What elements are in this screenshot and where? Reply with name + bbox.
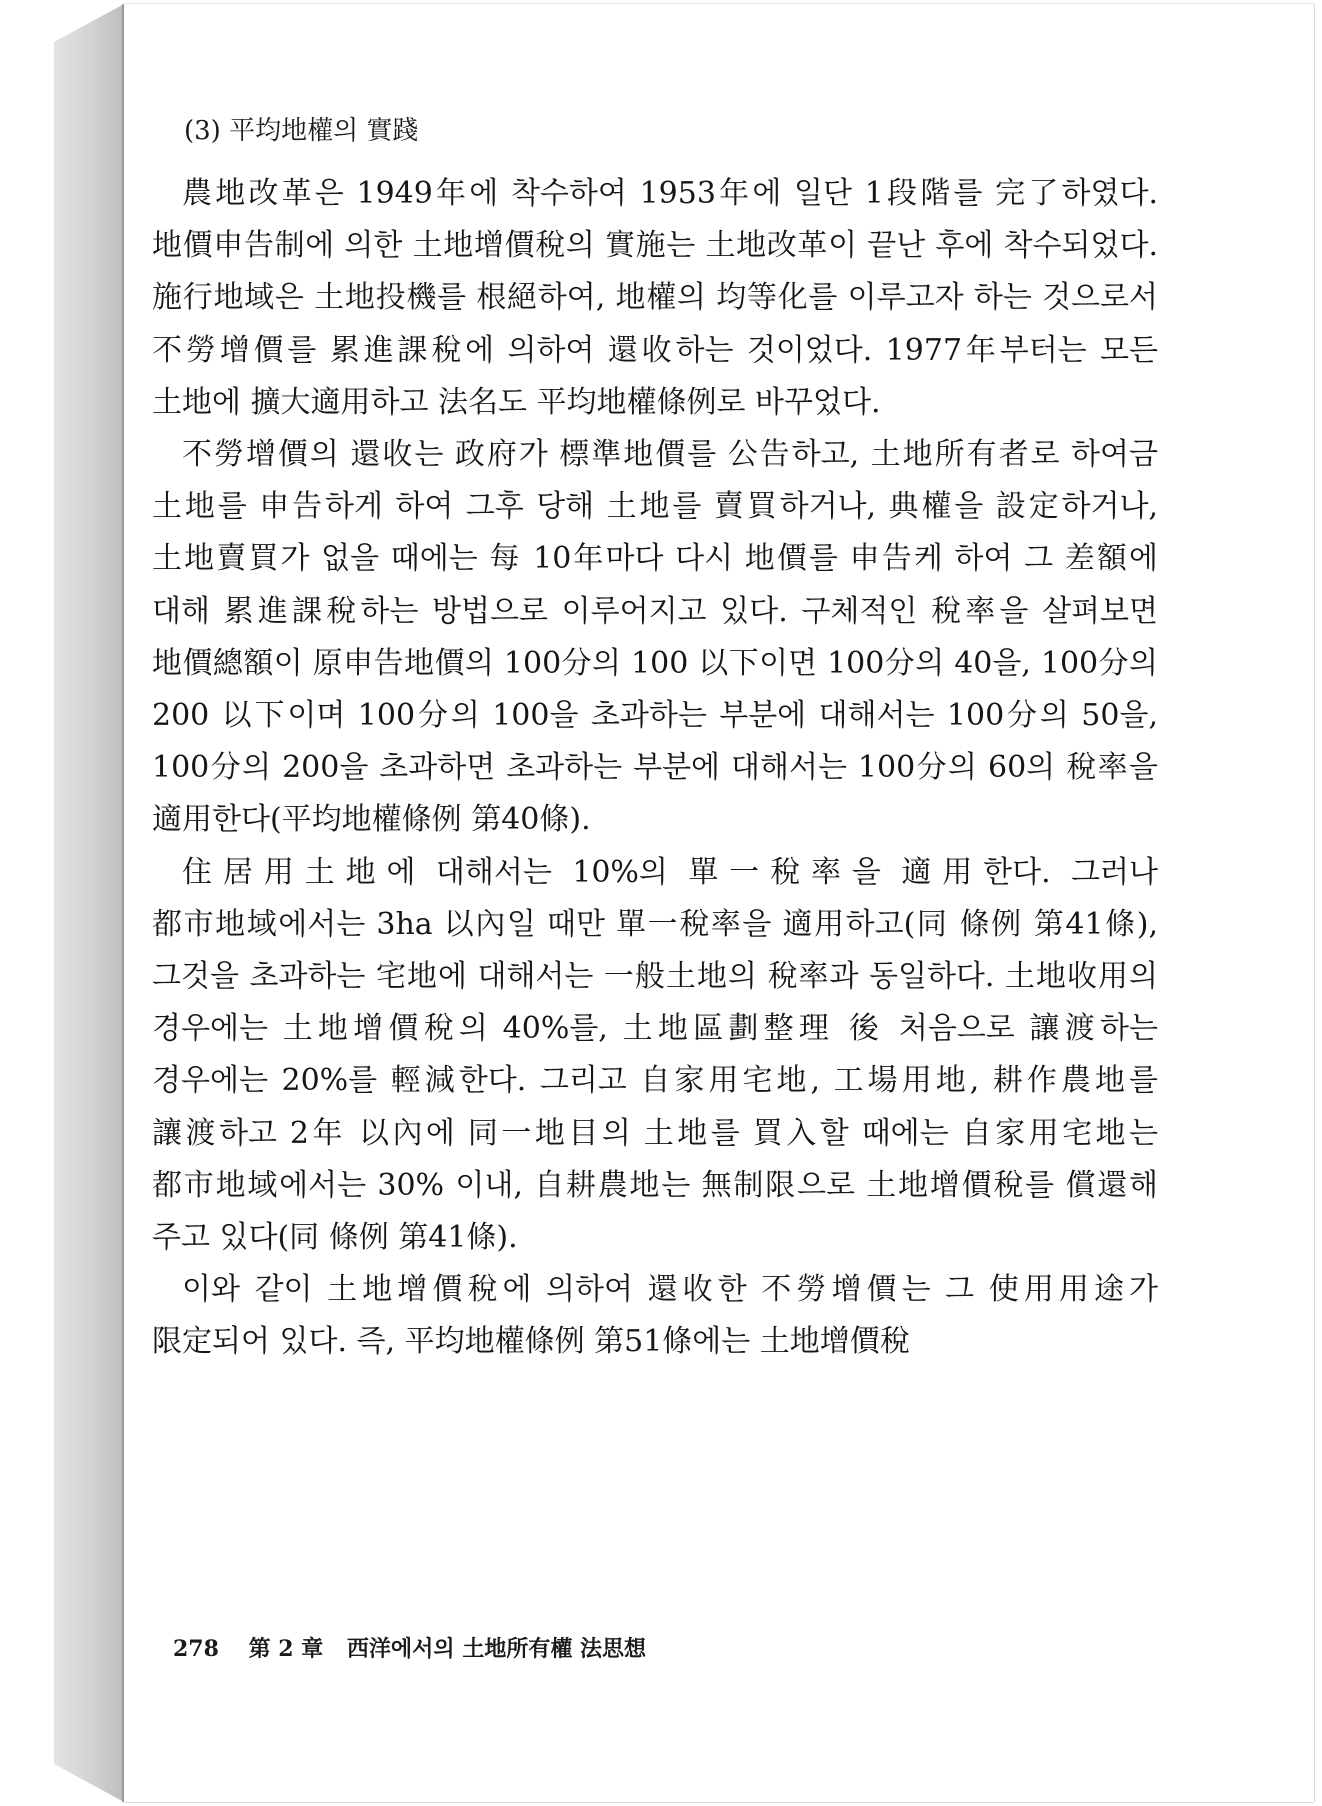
running-footer <box>173 1632 646 1663</box>
chapter-label: 第 2 章 <box>248 1636 324 1662</box>
page-number: 278 <box>173 1636 219 1662</box>
paragraph: 農地改革은 1949年에 착수하여 1953年에 일단 1段階를 完了하였다. 地價申告制에 의한 土地增價稅의 實施는 土地改革이 끝난 후에 착수되었다. 施行地域은 土地投機를 根絕하여, 地權의 均等化를 이루고자 하는 것으로서 不勞增價를 累進課稅에 의하여 還收하는 것이었다. 1977年부터는 모든 土地에 擴大適用하고 法名도 平均地權條例로 바꾸었다. <box>152 176 1158 420</box>
book-spine <box>54 4 124 1802</box>
paragraph: 住居用土地에 대해서는 10%의 單一稅率을 適用한다. 그러나 都市地域에서는 3ha 以內일 때만 單一稅率을 適用하고(同 條例 第41條), 그것을 초과하는 宅地에 대해서는 一般土地의 稅率과 동일하다. 土地收用의 경우에는 土地增價稅의 40%를, 土地區劃整理 後 처음으로 讓渡하는 경우에는 20%를 輕減한다. 그리고 自家用宅地, 工場用地, 耕作農地를 讓渡하고 2年 以內에 同一地目의 土地를 買入할 때에는 自家用宅地는 都市地域에서는 30% 이내, 自耕農地는 無制限으로 土地增價稅를 償還해 주고 있다(同 條例 第41條). <box>152 854 1158 1256</box>
section-heading: (3) 平均地權의 實踐 <box>184 116 419 146</box>
chapter-title: 西洋에서의 土地所有權 法思想 <box>346 1636 646 1662</box>
body-text <box>152 168 1158 1369</box>
paragraph: 이와 같이 土地增價稅에 의하여 還收한 不勞增價는 그 使用用途가 限定되어 있다. 즉, 平均地權條例 第51條에는 土地增價稅 <box>152 1272 1158 1360</box>
paragraph: 不勞增價의 還收는 政府가 標準地價를 公告하고, 土地所有者로 하여금 土地를 申告하게 하여 그후 당해 土地를 賣買하거나, 典權을 設定하거나, 土地賣買가 없을 때에는 每 10年마다 다시 地價를 申告케 하여 그 差額에 대해 累進課稅하는 방법으로 이루어지고 있다. 구체적인 稅率을 살펴보면 地價總額이 原申告地價의 100分의 100 以下이면 100分의 40을, 100分의 200 以下이며 100分의 100을 초과하는 부분에 대해서는 100分의 50을, 100分의 200을 초과하면 초과하는 부분에 대해서는 100分의 60의 稅率을 適用한다(平均地權條例 第40條). <box>152 437 1158 838</box>
